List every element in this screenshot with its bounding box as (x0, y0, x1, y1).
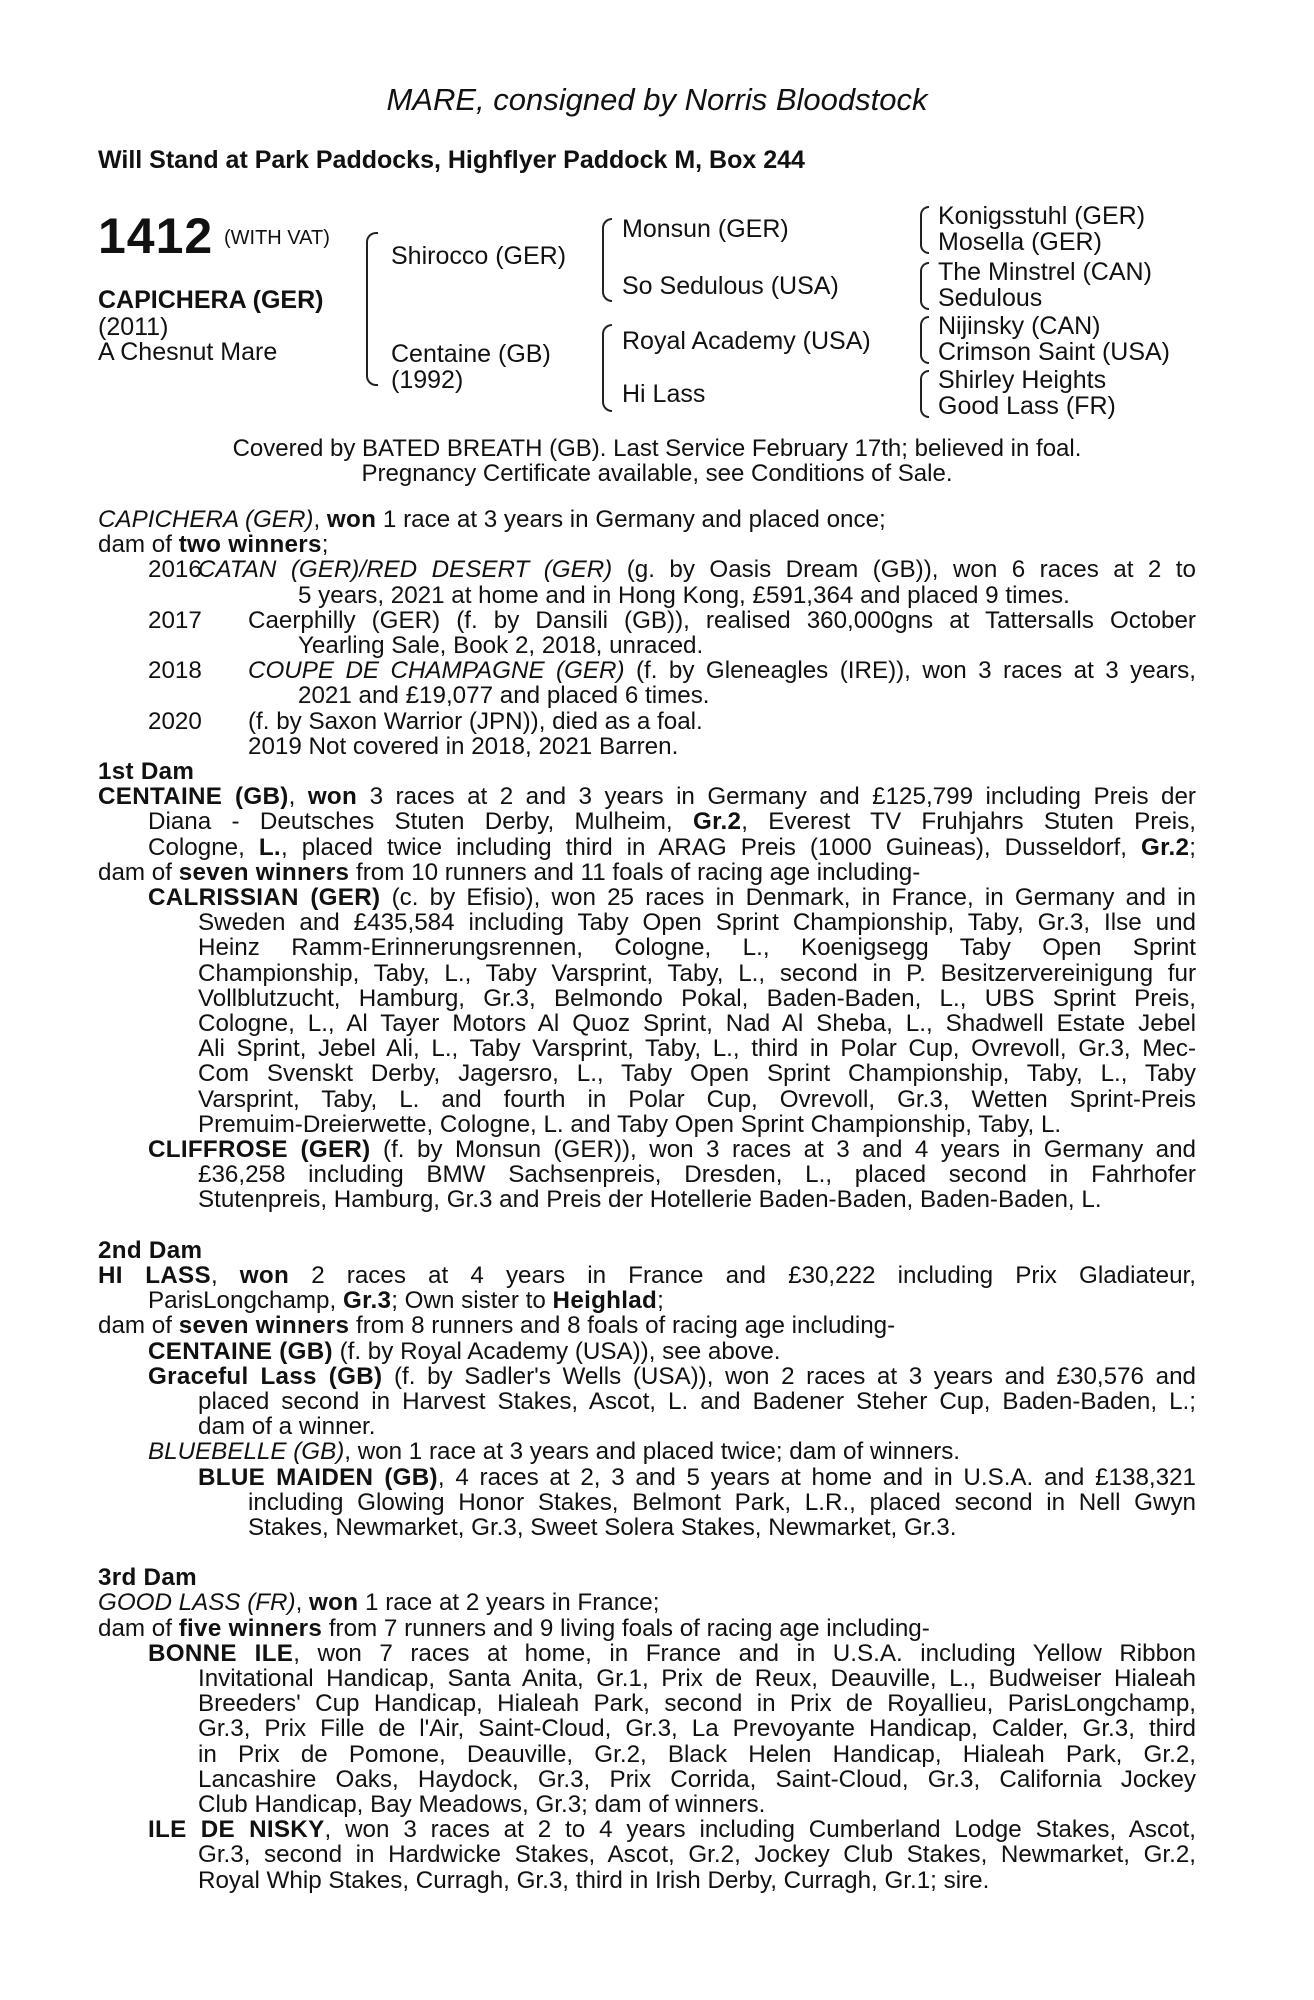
pedigree-gg1: Konigsstuhl (GER) (938, 202, 1146, 230)
first-dam-line: CENTAINE (GB), won 3 races at 2 and 3 years in Germany and £125,799 including Preis der (98, 783, 1196, 811)
stand-location: Will Stand at Park Paddocks, Highflyer Paddock M, Box 244 (98, 146, 805, 174)
cliffrose-line: £36,258 including BMW Sachsenpreis, Dresden, L., placed second in Fahrhofer (198, 1161, 1196, 1189)
produce-record: 2018 COUPE DE CHAMPAGNE (GER) (f. by Gleneagles (IRE)), won 3 races at 3 years, 2021 and £19,077 and placed 6 times. (148, 657, 1196, 710)
vat-note: (WITH VAT) (224, 227, 330, 249)
calrissian-line: CALRISSIAN (GER) (c. by Efisio), won 25 races in Denmark, in France, in Germany and in (148, 884, 1196, 912)
bonne-ile-line: Invitational Handicap, Santa Anita, Gr.1, Prix de Reux, Deauville, L., Budweiser Hialeah (198, 1664, 1196, 1692)
blue-maiden-line: BLUE MAIDEN (GB), 4 races at 2, 3 and 5 years at home and in U.S.A. and £138,321 (198, 1463, 1196, 1491)
pedigree-notes (98, 507, 1196, 1893)
pedigree-gg7: Shirley Heights (938, 366, 1107, 394)
cliffrose-line: CLIFFROSE (GER) (f. by Monsun (GER)), won 3 races at 3 and 4 years in Germany and (148, 1136, 1196, 1164)
pedigree-bracket-gg1 (920, 206, 929, 254)
first-dam-produce: dam of seven winners from 10 runners and 11 foals of racing age including- (98, 858, 921, 886)
ile-de-nisky-line: Royal Whip Stakes, Curragh, Gr.3, third in Irish Derby, Curragh, Gr.1; sire. (198, 1866, 990, 1894)
bluebelle-line: BLUEBELLE (GB), won 1 race at 3 years and placed twice; dam of winners. (148, 1438, 961, 1466)
pedigree-bracket-gg4 (920, 370, 929, 418)
produce-dam-of: dam of two winners; (98, 531, 329, 559)
first-dam-line: Cologne, L., placed twice including third in ARAG Preis (1000 Guineas), Dusseldorf, Gr.2; (148, 833, 1196, 861)
covering-line-2: Pregnancy Certificate available, see Conditions of Sale. (361, 460, 953, 487)
horse-description: A Chesnut Mare (98, 338, 278, 366)
produce-record: 2020 (f. by Saxon Warrior (JPN)), died as a foal. 2019 Not covered in 2018, 2021 Barren. (148, 707, 703, 760)
third-dam-line: GOOD LASS (FR), won 1 race at 2 years in France; (98, 1589, 660, 1617)
pedigree-bracket-gg2 (920, 262, 929, 310)
cliffrose-line: Stutenpreis, Hamburg, Gr.3 and Preis der Hotellerie Baden-Baden, Baden-Baden, L. (198, 1186, 1102, 1214)
bonne-ile-line: in Prix de Pomone, Deauville, Gr.2, Black Helen Handicap, Hialeah Park, Gr.2, (198, 1740, 1196, 1768)
first-dam-line: Diana - Deutsches Stuten Derby, Mulheim, Gr.2, Everest TV Fruhjahrs Stuten Preis, (148, 808, 1196, 836)
pedigree-sire-sire: Monsun (GER) (622, 215, 789, 243)
calrissian-line: Ali Sprint, Jebel Ali, L., Taby Varsprint, Taby, L., third in Polar Cup, Ovrevoll, Gr.3, Mec- (198, 1035, 1196, 1063)
pedigree-dam-sire: Royal Academy (USA) (622, 327, 871, 355)
calrissian-line: Com Svenskt Derby, Jagersro, L., Taby Open Sprint Championship, Taby, L., Taby (198, 1060, 1196, 1088)
pedigree-dam-year: (1992) (391, 366, 464, 394)
third-dam-produce: dam of five winners from 7 runners and 9 living foals of racing age including- (98, 1614, 930, 1642)
lot-number: 1412 (98, 208, 214, 264)
calrissian-line: Heinz Ramm-Erinnerungsrennen, Cologne, L., Koenigsegg Taby Open Sprint (198, 934, 1196, 962)
bonne-ile-line: Club Handicap, Bay Meadows, Gr.3; dam of winners. (198, 1790, 766, 1818)
pedigree-gg2: Mosella (GER) (938, 228, 1102, 256)
third-dam-heading: 3rd Dam (98, 1564, 197, 1592)
pedigree-sire: Shirocco (GER) (391, 242, 567, 270)
pedigree-gg5: Nijinsky (CAN) (938, 312, 1101, 340)
bonne-ile-line: BONNE ILE, won 7 races at home, in France and in U.S.A. including Yellow Ribbon (148, 1639, 1196, 1667)
calrissian-line: Sweden and £435,584 including Taby Open Sprint Championship, Taby, Gr.3, Ilse und (198, 909, 1196, 937)
second-dam-line: HI LASS, won 2 races at 4 years in France and £30,222 including Prix Gladiateur, (98, 1261, 1196, 1289)
pedigree-bracket-gg3 (920, 316, 929, 364)
second-dam-produce: dam of seven winners from 8 runners and 8 foals of racing age including- (98, 1312, 896, 1340)
blue-maiden-line: Stakes, Newmarket, Gr.3, Sweet Solera Stakes, Newmarket, Gr.3. (248, 1513, 957, 1541)
pedigree-gg8: Good Lass (FR) (938, 392, 1116, 420)
pedigree-bracket-sire (602, 218, 612, 302)
pedigree-dam: Centaine (GB) (391, 340, 551, 368)
calrissian-line: Cologne, L., Al Tayer Motors Al Quoz Sprint, Nad Al Sheba, L., Shadwell Estate Jebel (198, 1010, 1196, 1038)
graceful-line: Graceful Lass (GB) (f. by Sadler's Wells (USA)), won 2 races at 3 years and £30,576 and (148, 1362, 1196, 1390)
calrissian-line: Championship, Taby, L., Taby Varsprint, Taby, L., second in P. Besitzervereinigung fur (198, 959, 1196, 987)
centaine-line: CENTAINE (GB) (f. by Royal Academy (USA)), see above. (148, 1337, 781, 1365)
bonne-ile-line: Breeders' Cup Handicap, Hialeah Park, second in Prix de Royallieu, ParisLongchamp, (198, 1690, 1196, 1718)
bonne-ile-line: Gr.3, Prix Fille de l'Air, Saint-Cloud, Gr.3, La Prevoyante Handicap, Calder, Gr.3, third (198, 1715, 1196, 1743)
produce-record: 2017 Caerphilly (GER) (f. by Dansili (GB)), realised 360,000gns at Tattersalls October Yearling Sale, Book 2, 2018, unraced. (148, 606, 1196, 660)
ile-de-nisky-line: Gr.3, second in Hardwicke Stakes, Ascot, Gr.2, Jockey Club Stakes, Newmarket, Gr.2, (198, 1841, 1196, 1869)
ile-de-nisky-line: ILE DE NISKY, won 3 races at 2 to 4 years including Cumberland Lodge Stakes, Ascot, (148, 1816, 1196, 1844)
first-dam-heading: 1st Dam (98, 758, 195, 786)
pedigree-bracket-dam (602, 324, 612, 412)
consignor-heading: MARE, consigned by Norris Bloodstock (386, 82, 928, 117)
graceful-line: dam of a winner. (198, 1413, 376, 1441)
covering-line-1: Covered by BATED BREATH (GB). Last Service February 17th; believed in foal. (232, 435, 1082, 462)
foaled-year: (2011) (98, 313, 169, 341)
pedigree-gg3: The Minstrel (CAN) (938, 258, 1152, 286)
second-dam-line: ParisLongchamp, Gr.3; Own sister to Heighlad; (148, 1287, 664, 1315)
produce-record: 2016 CATAN (GER)/RED DESERT (GER) (g. by Oasis Dream (GB)), won 6 races at 2 to 5 years, 2021 at home and in Hong Kong, £591,364 and placed 9 times. (148, 556, 1196, 609)
pedigree-bracket-main (366, 232, 378, 386)
calrissian-line: Premuim-Dreierwette, Cologne, L. and Taby Open Sprint Championship, Taby, L. (198, 1110, 1062, 1138)
pedigree-gg4: Sedulous (938, 284, 1043, 312)
produce-intro: CAPICHERA (GER), won 1 race at 3 years in Germany and placed once; (98, 506, 886, 533)
second-dam-heading: 2nd Dam (98, 1236, 203, 1264)
bonne-ile-line: Lancashire Oaks, Haydock, Gr.3, Prix Corrida, Saint-Cloud, Gr.3, California Jockey (198, 1765, 1196, 1793)
calrissian-line: Vollblutzucht, Hamburg, Gr.3, Belmondo Pokal, Baden-Baden, L., UBS Sprint Preis, (198, 984, 1196, 1012)
pedigree-dam-dam: Hi Lass (622, 380, 706, 408)
pedigree-gg6: Crimson Saint (USA) (938, 338, 1170, 366)
graceful-line: placed second in Harvest Stakes, Ascot, L. and Badener Steher Cup, Baden-Baden, L.; (198, 1387, 1196, 1415)
calrissian-line: Varsprint, Taby, L. and fourth in Polar Cup, Ovrevoll, Gr.3, Wetten Sprint-Preis (198, 1085, 1196, 1113)
horse-name: CAPICHERA (GER) (98, 286, 324, 314)
blue-maiden-line: including Glowing Honor Stakes, Belmont Park, L.R., placed second in Nell Gwyn (248, 1488, 1196, 1516)
pedigree-sire-dam: So Sedulous (USA) (622, 272, 839, 300)
